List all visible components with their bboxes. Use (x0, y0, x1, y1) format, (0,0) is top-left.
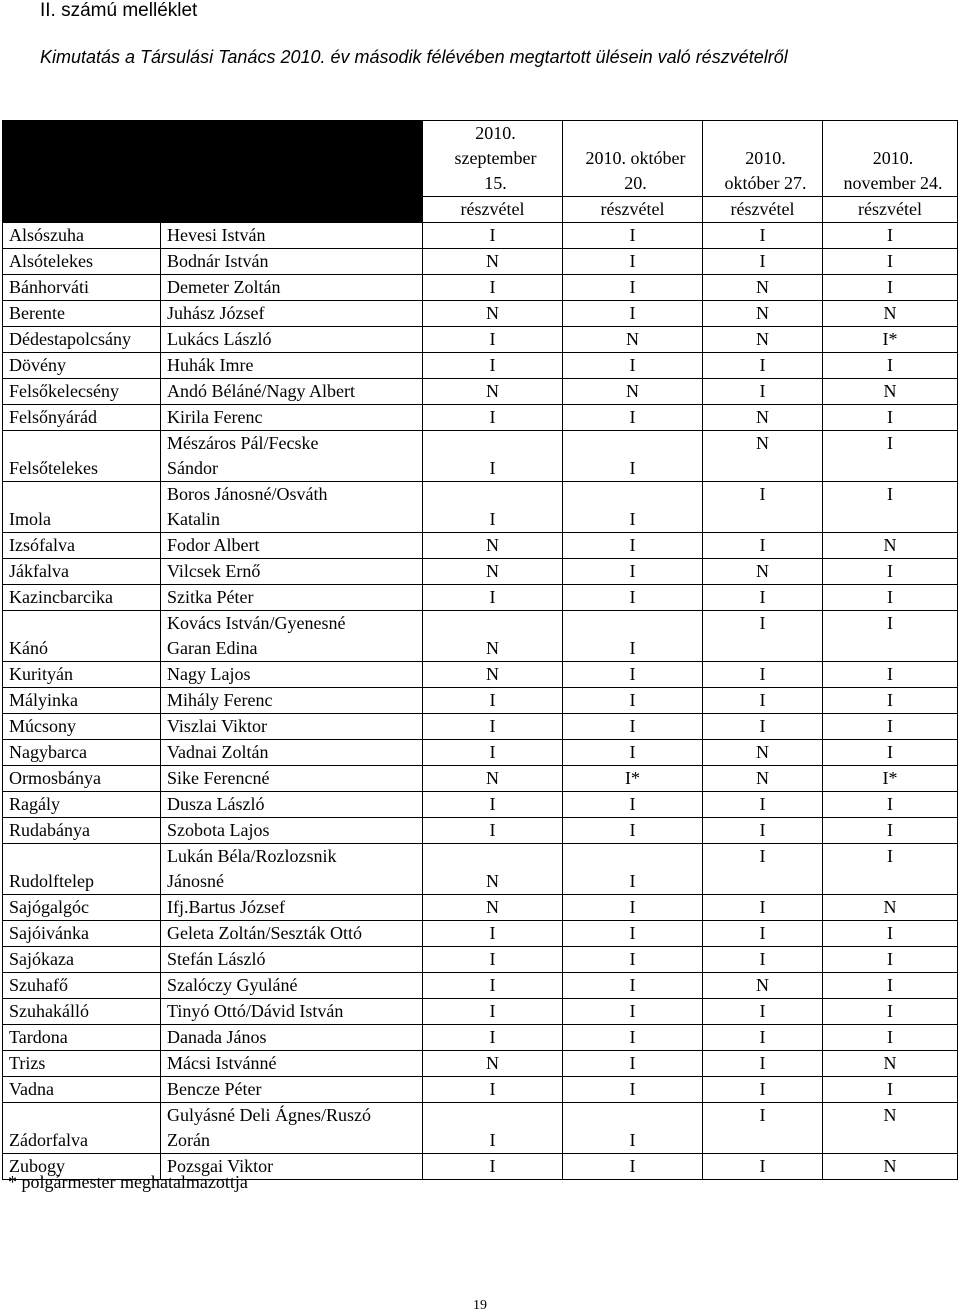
attendance-cell-1: N (423, 662, 563, 688)
settlement-cell: Vadna (3, 1077, 161, 1103)
table-row (3, 275, 958, 301)
settlement-cell: Felsőtelekes (3, 431, 161, 482)
attendance-cell-4: I (823, 844, 958, 895)
mayor-cell (161, 431, 423, 482)
table-row (3, 921, 958, 947)
mayor-cell (161, 379, 423, 405)
attendance-cell-3: I (703, 353, 823, 379)
mayor-name-line: Demeter Zoltán (167, 277, 281, 297)
attendance-cell-2: I (563, 533, 703, 559)
settlement-cell: Trizs (3, 1051, 161, 1077)
header-date-3-line-1: 2010. (745, 148, 786, 168)
attendance-cell-2: I (563, 662, 703, 688)
attendance-cell-3: N (703, 301, 823, 327)
page-number: 19 (473, 1298, 487, 1313)
header-date-3 (703, 121, 823, 197)
attendance-cell-4: I (823, 947, 958, 973)
attendance-cell-3: I (703, 611, 823, 662)
attendance-cell-3: I (703, 921, 823, 947)
attendance-cell-2: N (563, 327, 703, 353)
attendance-cell-4: I (823, 223, 958, 249)
attendance-cell-3: I (703, 1154, 823, 1180)
settlement-cell: Jákfalva (3, 559, 161, 585)
attendance-cell-3: I (703, 482, 823, 533)
attendance-cell-4: I (823, 714, 958, 740)
mayor-cell (161, 353, 423, 379)
table-row (3, 973, 958, 999)
attendance-cell-4: I (823, 999, 958, 1025)
mayor-name-line: Huhák Imre (167, 355, 254, 375)
header-date-3-line-2: október 27. (724, 173, 807, 193)
attendance-cell-2: I (563, 999, 703, 1025)
attendance-table (2, 120, 958, 1180)
header-date-4 (823, 121, 958, 197)
mayor-name-line: Mészáros Pál/Fecske (167, 433, 319, 453)
settlement-cell: Izsófalva (3, 533, 161, 559)
attendance-cell-3: I (703, 844, 823, 895)
attendance-cell-1: I (423, 353, 563, 379)
mayor-cell (161, 1103, 423, 1154)
attendance-cell-1: I (423, 275, 563, 301)
mayor-cell (161, 662, 423, 688)
mayor-name-line: Viszlai Viktor (167, 716, 267, 736)
attendance-cell-4: I* (823, 327, 958, 353)
attendance-cell-2: I (563, 688, 703, 714)
attendance-cell-1: N (423, 1051, 563, 1077)
header-blank-cell (3, 121, 423, 223)
mayor-name-line: Stefán László (167, 949, 266, 969)
table-row (3, 662, 958, 688)
mayor-cell (161, 223, 423, 249)
attendance-cell-2: I (563, 559, 703, 585)
table-row (3, 559, 958, 585)
attendance-cell-2: I (563, 611, 703, 662)
attendance-cell-2: I (563, 792, 703, 818)
mayor-cell (161, 301, 423, 327)
settlement-cell: Tardona (3, 1025, 161, 1051)
attendance-cell-1: I (423, 688, 563, 714)
settlement-cell: Szuhafő (3, 973, 161, 999)
attendance-cell-3: I (703, 818, 823, 844)
settlement-cell: Dédestapolcsány (3, 327, 161, 353)
attendance-cell-3: I (703, 895, 823, 921)
attendance-cell-3: I (703, 585, 823, 611)
header-date-1-line-1: 2010. (475, 123, 516, 143)
attendance-cell-1: I (423, 973, 563, 999)
attendance-cell-3: I (703, 714, 823, 740)
mayor-cell (161, 999, 423, 1025)
attendance-cell-1: N (423, 301, 563, 327)
table-row (3, 1025, 958, 1051)
mayor-cell (161, 585, 423, 611)
annex-label: II. számú melléklet (40, 0, 198, 21)
header-date-4-line-1: 2010. (872, 148, 914, 168)
attendance-cell-4: N (823, 533, 958, 559)
mayor-name-line: Vilcsek Ernő (167, 561, 261, 581)
table-row (3, 249, 958, 275)
settlement-cell: Sajókaza (3, 947, 161, 973)
attendance-cell-4: I (823, 431, 958, 482)
attendance-cell-3: N (703, 327, 823, 353)
attendance-cell-1: I (423, 818, 563, 844)
header-participation-4: részvétel (823, 197, 958, 223)
attendance-cell-3: I (703, 1077, 823, 1103)
attendance-cell-2: I (563, 353, 703, 379)
attendance-cell-2: I (563, 1154, 703, 1180)
attendance-cell-1: I (423, 405, 563, 431)
table-row (3, 431, 958, 482)
attendance-cell-1: I (423, 1025, 563, 1051)
attendance-cell-4: N (823, 1103, 958, 1154)
table-row (3, 947, 958, 973)
mayor-name-line: Vadnai Zoltán (167, 742, 269, 762)
table-row (3, 792, 958, 818)
mayor-name-line: Katalin (167, 509, 220, 529)
attendance-cell-3: I (703, 1051, 823, 1077)
header-participation-3: részvétel (703, 197, 823, 223)
table-row (3, 688, 958, 714)
settlement-cell: Ormosbánya (3, 766, 161, 792)
settlement-cell: Kurityán (3, 662, 161, 688)
mayor-name-line: Pozsgai Viktor (167, 1156, 274, 1176)
settlement-cell: Imola (3, 482, 161, 533)
attendance-cell-3: N (703, 766, 823, 792)
table-row (3, 895, 958, 921)
attendance-cell-2: I (563, 1077, 703, 1103)
header-participation-2: részvétel (563, 197, 703, 223)
attendance-cell-4: I (823, 818, 958, 844)
attendance-cell-3: I (703, 379, 823, 405)
attendance-cell-4: N (823, 1154, 958, 1180)
attendance-cell-4: N (823, 301, 958, 327)
attendance-cell-4: I (823, 792, 958, 818)
attendance-cell-1: N (423, 533, 563, 559)
mayor-cell (161, 559, 423, 585)
mayor-cell (161, 714, 423, 740)
mayor-name-line: Zorán (167, 1130, 210, 1150)
attendance-cell-1: I (423, 740, 563, 766)
mayor-name-line: Szalóczy Gyuláné (167, 975, 298, 995)
settlement-cell: Bánhorváti (3, 275, 161, 301)
attendance-cell-2: I (563, 585, 703, 611)
table-row (3, 405, 958, 431)
table-row (3, 327, 958, 353)
settlement-cell: Felsőkelecsény (3, 379, 161, 405)
table-row (3, 482, 958, 533)
mayor-name-line: Andó Béláné/Nagy Albert (167, 381, 355, 401)
mayor-cell (161, 766, 423, 792)
attendance-cell-1: I (423, 1154, 563, 1180)
attendance-cell-4: I (823, 921, 958, 947)
settlement-cell: Berente (3, 301, 161, 327)
header-date-1-line-2: szeptember (454, 148, 537, 168)
attendance-cell-2: I (563, 947, 703, 973)
attendance-cell-1: N (423, 766, 563, 792)
attendance-cell-3: I (703, 223, 823, 249)
settlement-cell: Múcsony (3, 714, 161, 740)
mayor-cell (161, 611, 423, 662)
attendance-cell-3: N (703, 275, 823, 301)
mayor-name-line: Kovács István/Gyenesné (167, 613, 346, 633)
mayor-cell (161, 844, 423, 895)
mayor-cell (161, 1077, 423, 1103)
attendance-cell-1: I (423, 1077, 563, 1103)
settlement-cell: Szuhakálló (3, 999, 161, 1025)
header-date-1-line-3: 15. (484, 173, 507, 193)
mayor-name-line: Sike Ferencné (167, 768, 270, 788)
attendance-cell-4: I (823, 482, 958, 533)
mayor-name-line: Szobota Lajos (167, 820, 270, 840)
attendance-cell-4: I (823, 405, 958, 431)
mayor-name-line: Kirila Ferenc (167, 407, 263, 427)
attendance-cell-4: I (823, 611, 958, 662)
attendance-cell-2: I (563, 223, 703, 249)
header-participation-1: részvétel (423, 197, 563, 223)
header-date-2 (563, 121, 703, 197)
attendance-cell-1: N (423, 249, 563, 275)
settlement-cell: Zádorfalva (3, 1103, 161, 1154)
mayor-cell (161, 275, 423, 301)
attendance-cell-3: N (703, 405, 823, 431)
attendance-cell-4: I* (823, 766, 958, 792)
mayor-name-line: Fodor Albert (167, 535, 260, 555)
mayor-cell (161, 792, 423, 818)
header-date-1 (423, 121, 563, 197)
attendance-cell-2: I (563, 1103, 703, 1154)
attendance-cell-1: N (423, 379, 563, 405)
mayor-name-line: Mihály Ferenc (167, 690, 273, 710)
table-row (3, 353, 958, 379)
attendance-cell-3: N (703, 740, 823, 766)
attendance-cell-1: N (423, 895, 563, 921)
mayor-name-line: Mácsi Istvánné (167, 1053, 277, 1073)
mayor-name-line: Garan Edina (167, 638, 258, 658)
attendance-cell-4: I (823, 585, 958, 611)
attendance-cell-3: I (703, 792, 823, 818)
table-row (3, 1051, 958, 1077)
header-date-4-line-2: november 24. (843, 173, 943, 193)
header-date-2-line-2: 20. (624, 173, 647, 193)
mayor-name-line: Nagy Lajos (167, 664, 251, 684)
mayor-name-line: Juhász József (167, 303, 265, 323)
header-date-2-line-1: 2010. október (585, 148, 686, 168)
mayor-cell (161, 327, 423, 353)
mayor-name-line: Boros Jánosné/Osváth (167, 484, 328, 504)
mayor-cell (161, 405, 423, 431)
mayor-name-line: Tinyó Ottó/Dávid István (167, 1001, 344, 1021)
attendance-cell-2: N (563, 379, 703, 405)
attendance-cell-2: I* (563, 766, 703, 792)
attendance-table-body (3, 121, 958, 1180)
table-row (3, 818, 958, 844)
attendance-cell-4: I (823, 559, 958, 585)
attendance-cell-2: I (563, 1025, 703, 1051)
attendance-cell-4: I (823, 1077, 958, 1103)
attendance-cell-4: I (823, 662, 958, 688)
table-row (3, 379, 958, 405)
mayor-cell (161, 533, 423, 559)
settlement-cell: Alsószuha (3, 223, 161, 249)
mayor-name-line: Gulyásné Deli Ágnes/Ruszó (167, 1105, 371, 1125)
settlement-cell: Kánó (3, 611, 161, 662)
mayor-cell (161, 688, 423, 714)
settlement-cell: Kazincbarcika (3, 585, 161, 611)
mayor-name-line: Sándor (167, 458, 218, 478)
attendance-cell-3: I (703, 533, 823, 559)
attendance-cell-1: I (423, 431, 563, 482)
attendance-cell-2: I (563, 895, 703, 921)
settlement-cell: Sajóivánka (3, 921, 161, 947)
attendance-cell-1: I (423, 327, 563, 353)
attendance-cell-1: I (423, 792, 563, 818)
mayor-cell (161, 895, 423, 921)
mayor-cell (161, 973, 423, 999)
settlement-cell: Rudolftelep (3, 844, 161, 895)
attendance-cell-2: I (563, 1051, 703, 1077)
mayor-name-line: Bencze Péter (167, 1079, 262, 1099)
attendance-cell-1: N (423, 844, 563, 895)
attendance-cell-4: I (823, 973, 958, 999)
mayor-cell (161, 1025, 423, 1051)
attendance-cell-3: I (703, 662, 823, 688)
mayor-cell (161, 921, 423, 947)
table-row (3, 1103, 958, 1154)
attendance-cell-2: I (563, 431, 703, 482)
settlement-cell: Alsótelekes (3, 249, 161, 275)
attendance-cell-2: I (563, 818, 703, 844)
attendance-cell-1: I (423, 947, 563, 973)
settlement-cell: Mályinka (3, 688, 161, 714)
attendance-cell-1: I (423, 482, 563, 533)
mayor-name-line: Hevesi István (167, 225, 266, 245)
attendance-cell-2: I (563, 301, 703, 327)
attendance-cell-2: I (563, 249, 703, 275)
settlement-cell: Dövény (3, 353, 161, 379)
mayor-cell (161, 947, 423, 973)
attendance-cell-4: I (823, 1025, 958, 1051)
document-title: Kimutatás a Társulási Tanács 2010. év második félévében megtartott ülésein való részvételről (40, 47, 788, 67)
table-row (3, 740, 958, 766)
mayor-name-line: Bodnár István (167, 251, 269, 271)
table-row (3, 301, 958, 327)
attendance-cell-3: I (703, 1025, 823, 1051)
settlement-cell: Felsőnyárád (3, 405, 161, 431)
mayor-name-line: Lukács László (167, 329, 272, 349)
attendance-cell-2: I (563, 482, 703, 533)
table-row (3, 766, 958, 792)
attendance-cell-1: I (423, 1103, 563, 1154)
attendance-cell-3: I (703, 1103, 823, 1154)
attendance-cell-3: I (703, 947, 823, 973)
attendance-cell-1: N (423, 559, 563, 585)
attendance-cell-2: I (563, 740, 703, 766)
attendance-cell-3: I (703, 249, 823, 275)
settlement-cell: Ragály (3, 792, 161, 818)
table-row (3, 1077, 958, 1103)
settlement-cell: Zubogy (3, 1154, 161, 1180)
attendance-cell-4: N (823, 895, 958, 921)
attendance-cell-3: N (703, 973, 823, 999)
mayor-cell (161, 740, 423, 766)
mayor-name-line: Lukán Béla/Rozlozsnik (167, 846, 337, 866)
attendance-cell-1: I (423, 223, 563, 249)
table-row (3, 585, 958, 611)
mayor-cell (161, 482, 423, 533)
footnote: * polgármester meghatalmazottja (8, 1172, 248, 1192)
attendance-cell-2: I (563, 275, 703, 301)
attendance-cell-4: N (823, 379, 958, 405)
mayor-name-line: Danada János (167, 1027, 267, 1047)
mayor-cell (161, 818, 423, 844)
table-row (3, 844, 958, 895)
mayor-name-line: Geleta Zoltán/Seszták Ottó (167, 923, 362, 943)
table-row (3, 999, 958, 1025)
attendance-cell-2: I (563, 405, 703, 431)
mayor-name-line: Szitka Péter (167, 587, 254, 607)
attendance-cell-1: I (423, 921, 563, 947)
mayor-name-line: Jánosné (167, 871, 224, 891)
attendance-cell-3: I (703, 999, 823, 1025)
attendance-cell-3: N (703, 431, 823, 482)
attendance-cell-1: I (423, 714, 563, 740)
attendance-cell-4: I (823, 275, 958, 301)
attendance-cell-4: I (823, 740, 958, 766)
attendance-cell-3: I (703, 688, 823, 714)
attendance-cell-1: I (423, 585, 563, 611)
attendance-cell-1: I (423, 999, 563, 1025)
settlement-cell: Nagybarca (3, 740, 161, 766)
table-row (3, 714, 958, 740)
table-row (3, 223, 958, 249)
settlement-cell: Rudabánya (3, 818, 161, 844)
attendance-cell-4: N (823, 1051, 958, 1077)
attendance-cell-2: I (563, 714, 703, 740)
attendance-cell-4: I (823, 688, 958, 714)
attendance-cell-1: N (423, 611, 563, 662)
attendance-cell-2: I (563, 844, 703, 895)
attendance-cell-4: I (823, 353, 958, 379)
mayor-name-line: Ifj.Bartus József (167, 897, 285, 917)
attendance-cell-4: I (823, 249, 958, 275)
table-row (3, 611, 958, 662)
mayor-name-line: Dusza László (167, 794, 265, 814)
header-dates-row (3, 121, 958, 197)
attendance-cell-2: I (563, 973, 703, 999)
settlement-cell: Sajógalgóc (3, 895, 161, 921)
mayor-cell (161, 1051, 423, 1077)
attendance-cell-3: N (703, 559, 823, 585)
table-row (3, 533, 958, 559)
attendance-cell-2: I (563, 921, 703, 947)
mayor-cell (161, 249, 423, 275)
